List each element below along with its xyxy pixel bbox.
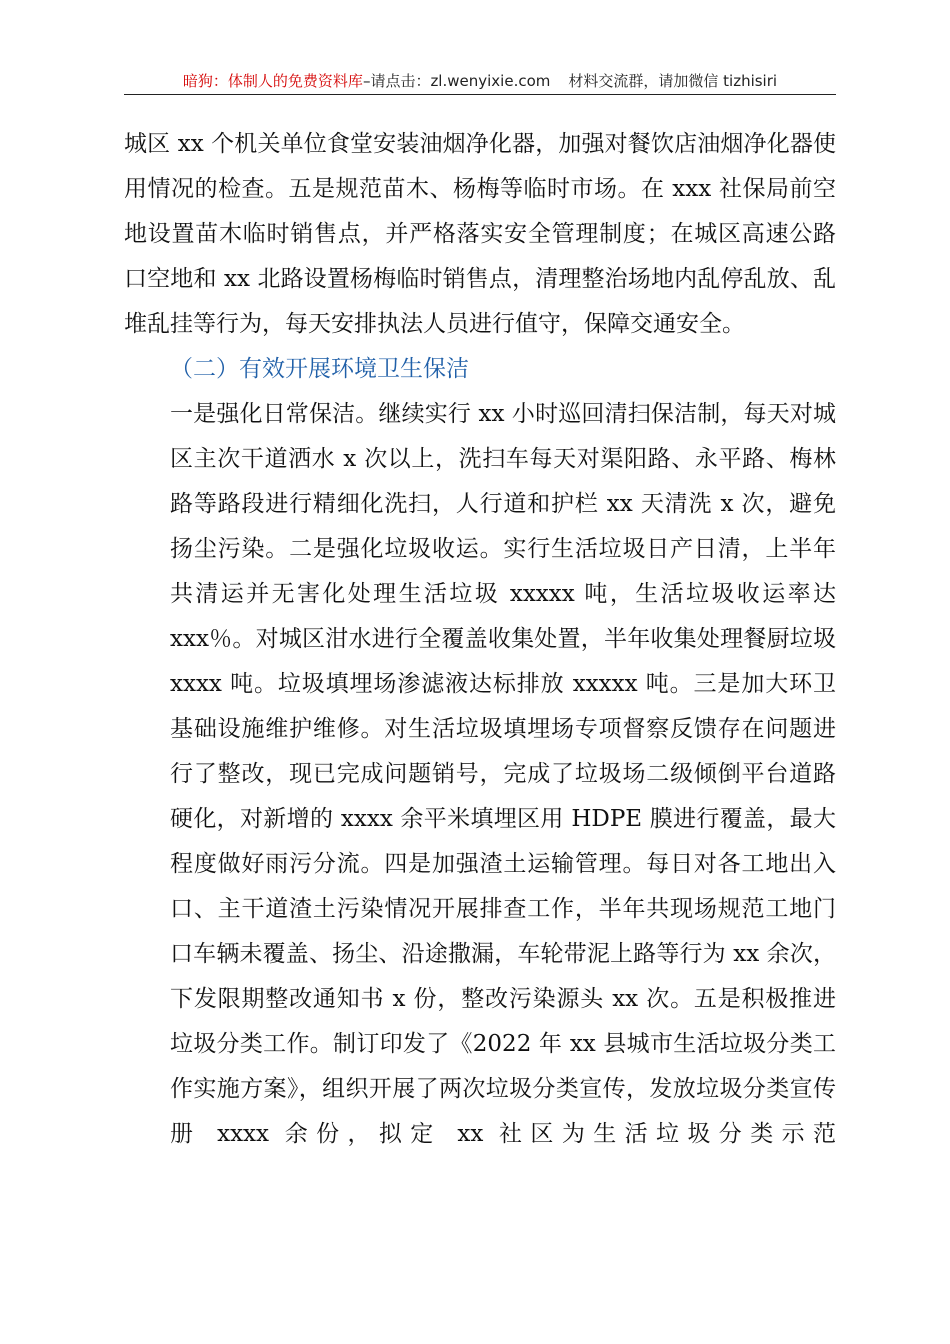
page-header: [124, 70, 836, 95]
document-body: [124, 122, 836, 1157]
header-link[interactable]: –请点击：zl.wenyixie.com: [362, 72, 551, 90]
header-site-name: 暗狗：体制人的免费资料库: [182, 72, 363, 90]
paragraph-1: 城区 xx 个机关单位食堂安装油烟净化器，加强对餐饮店油烟净化器使用情况的检查。五是规范苗木、杨梅等临时市场。在 xxx 社保局前空地设置苗木临时销售点，并严格落实安全管理制度；在城区高速公路口空地和 xx 北路设置杨梅临时销售点，清理整治场地内乱停乱放、乱堆乱挂等行为，每天安排执法人员进行值守，保障交通安全。: [124, 131, 836, 337]
paragraph-2: 一是强化日常保洁。继续实行 xx 小时巡回清扫保洁制，每天对城区主次干道洒水 x 次以上，洗扫车每天对渠阳路、永平路、梅林路等路段进行精细化洗扫，人行道和护栏 xx 天清洗 x 次，避免扬尘污染。二是强化垃圾收运。实行生活垃圾日产日清，上半年共清运并无害化处理生活垃圾 xxxxx 吨，生活垃圾收运率达 xxx％。对城区泔水进行全覆盖收集处置，半年收集处理餐厨垃圾 xxxx 吨。垃圾填埋场渗滤液达标排放 xxxxx 吨。三是加大环卫基础设施维护维修。对生活垃圾填埋场专项督察反馈存在问题进行了整改，现已完成问题销号，完成了垃圾场二级倾倒平台道路硬化，对新增的 xxxx 余平米填埋区用 HDPE 膜进行覆盖，最大程度做好雨污分流。四是加强渣土运输管理。每日对各工地出入口、主干道渣土污染情况开展排查工作，半年共现场规范工地门口车辆未覆盖、扬尘、沿途撒漏，车轮带泥上路等行为 xx 余次，下发限期整改通知书 x 份，整改污染源头 xx 次。五是积极推进垃圾分类工作。制订印发了《2022 年 xx 县城市生活垃圾分类工作实施方案》，组织开展了两次垃圾分类宣传，发放垃圾分类宣传册 xxxx 余份，拟定 xx 社区为生活垃圾分类示范: [170, 401, 836, 1147]
header-wechat-note: 材料交流群，请加微信 tizhisiri: [568, 72, 778, 90]
section-heading: （二）有效开展环境卫生保洁: [170, 356, 469, 382]
